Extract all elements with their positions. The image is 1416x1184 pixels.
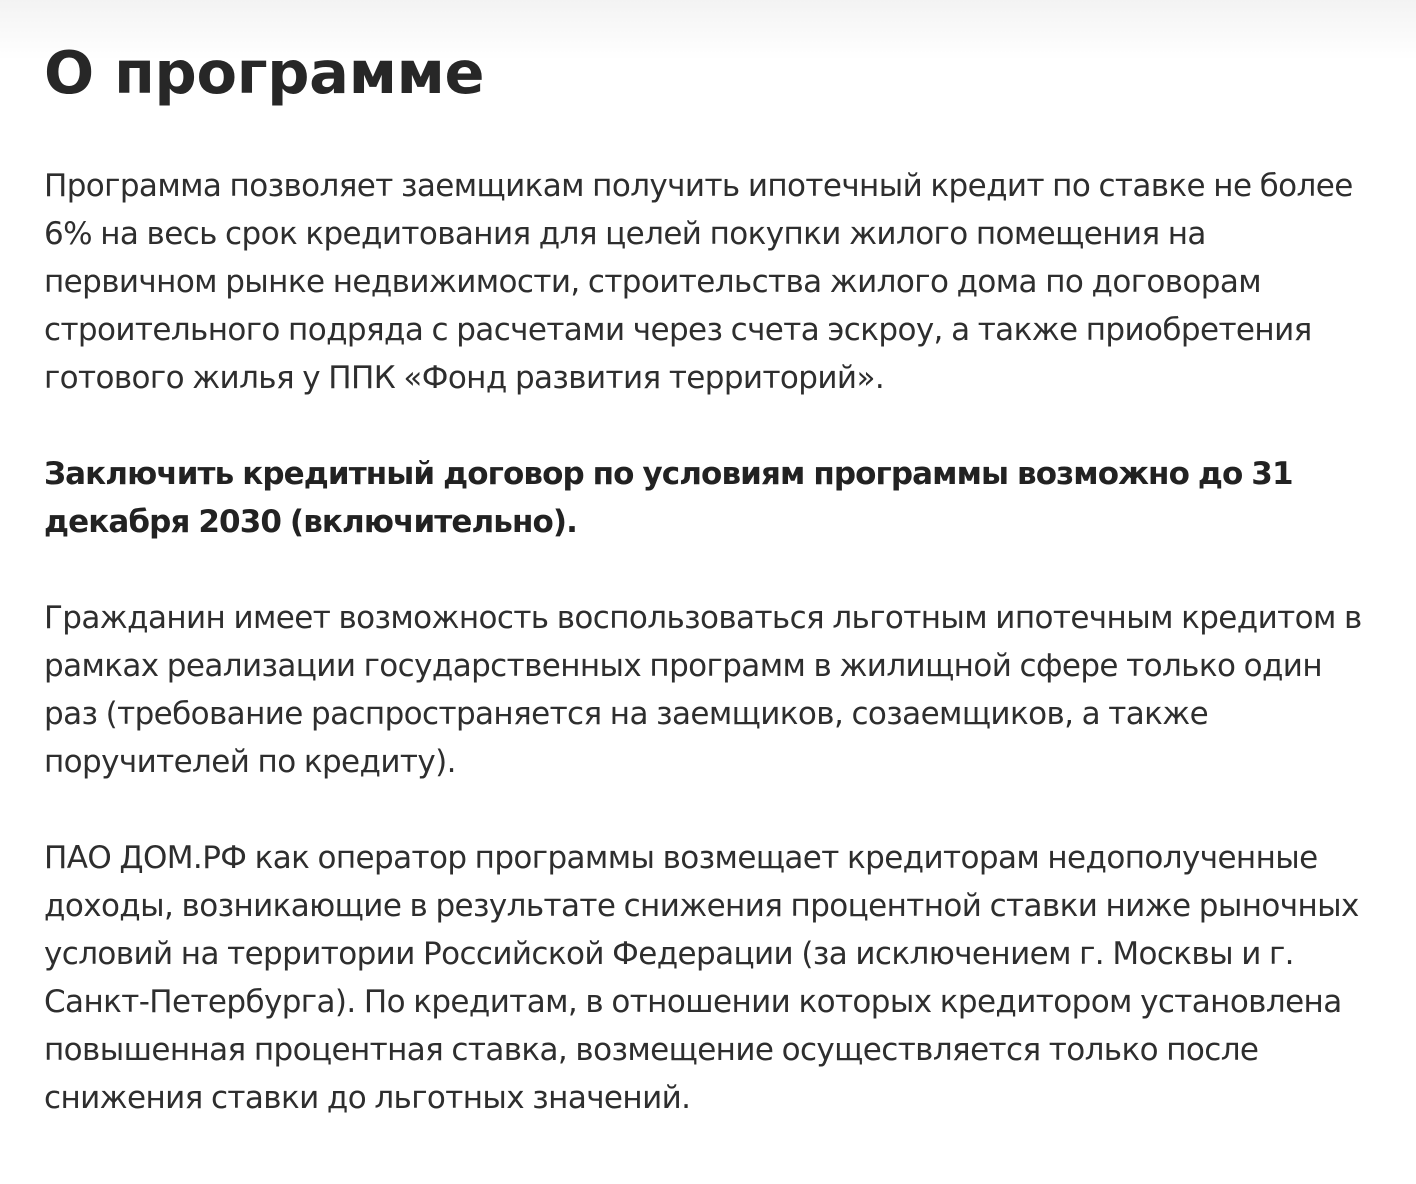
- page-title: О программе: [44, 38, 485, 107]
- program-description-paragraph: Программа позволяет заемщикам получить ипотечный кредит по ставке не более 6% на весь срок кредитования для целей покупки жилого помещения на первичном рынке недвижимости, строительства жилого дома по договорам строительного подряда с расчетами через счета эскроу, а также приобретения готового жилья у ППК «Фонд развития территорий».: [44, 168, 1353, 396]
- operator-compensation-paragraph: ПАО ДОМ.РФ как оператор программы возмещает кредиторам недополученные доходы, возникающие в результате снижения процентной ставки ниже рыночных условий на территории Российской Федерации (за исключением г. Москвы и г. Санкт-Петербурга). По кредитам, в отношении которых кредитором установлена повышенная процентная ставка, возмещение осуществляется только после снижения ставки до льготных значений.: [44, 840, 1359, 1116]
- one-time-usage-paragraph: Гражданин имеет возможность воспользоваться льготным ипотечным кредитом в рамках реализации государственных программ в жилищной сфере только один раз (требование распространяется на заемщиков, созаемщиков, а также поручителей по кредиту).: [44, 600, 1362, 780]
- deadline-paragraph: Заключить кредитный договор по условиям программы возможно до 31 декабря 2030 (включительно).: [44, 456, 1293, 540]
